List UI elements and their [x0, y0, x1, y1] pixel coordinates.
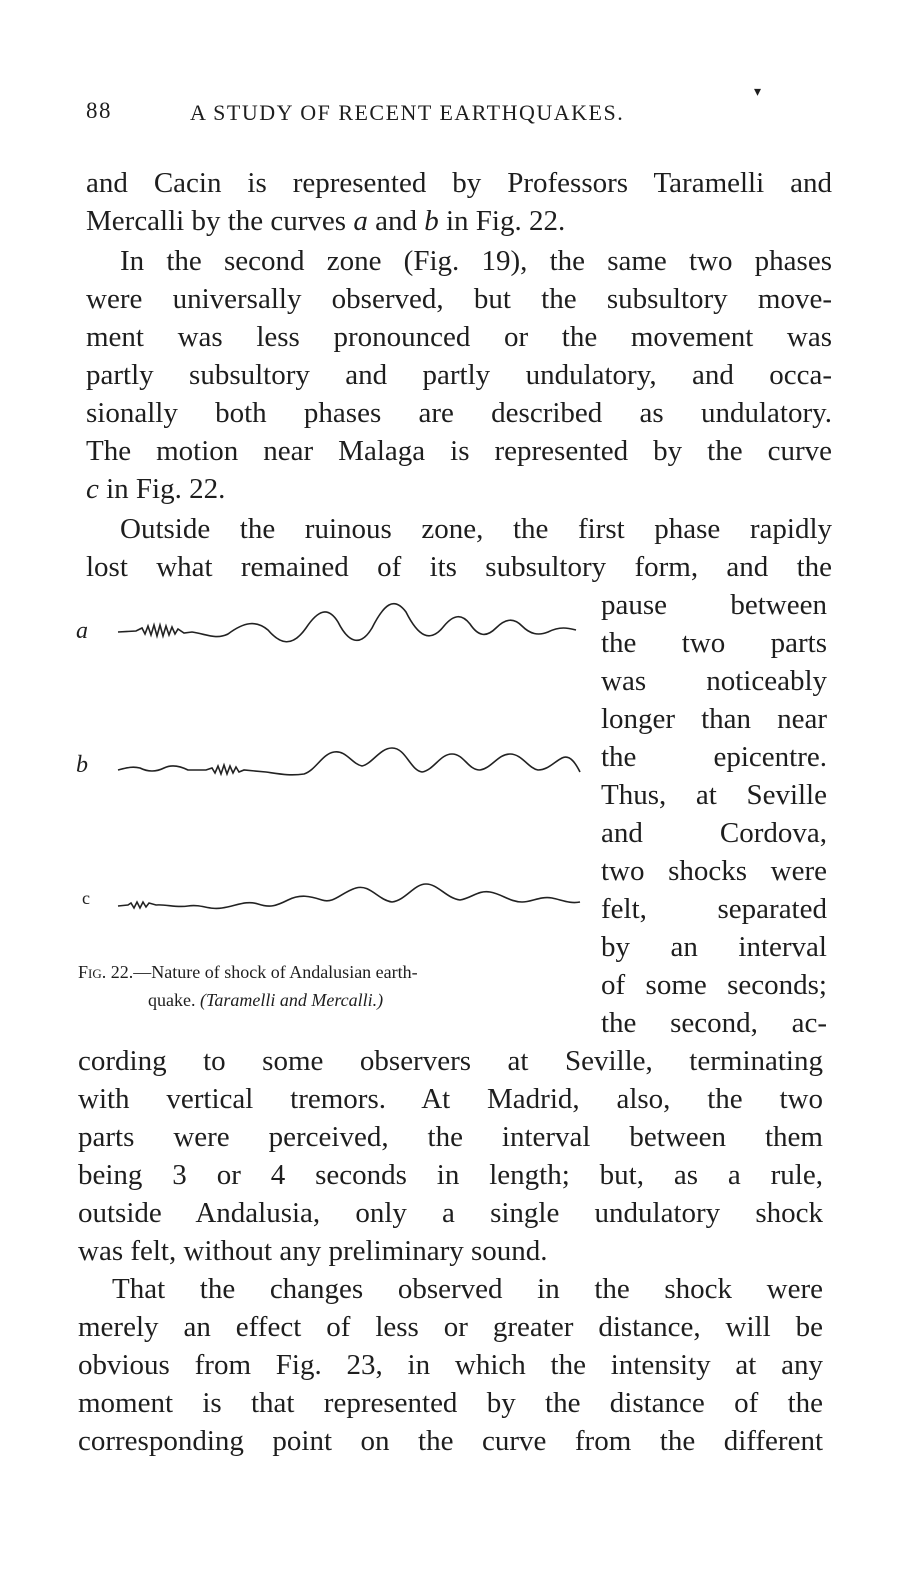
text-line: outside Andalusia, only a single undulatory shock [78, 1197, 823, 1229]
text-line: sionally both phases are described as undulatory. [86, 397, 832, 429]
seismic-curves [66, 582, 586, 942]
curve-label-c: c [82, 888, 90, 908]
text-line: with vertical tremors. At Madrid, also, the two [78, 1083, 823, 1115]
curve-a [118, 604, 576, 642]
text-line: and Cacin is represented by Professors Taramelli and [86, 167, 832, 199]
text-line: The motion near Malaga is represented by the curve [86, 435, 832, 467]
running-header [86, 85, 766, 138]
caption-credit: (Taramelli and Mercalli.) [199, 990, 384, 1010]
side-text-line: was noticeably [601, 665, 827, 697]
page-number: 88 [86, 98, 112, 123]
caption-line-2 [78, 986, 598, 1014]
text-line: being 3 or 4 seconds in length; but, as a rule, [78, 1159, 823, 1191]
running-title: A STUDY OF RECENT EARTHQUAKES. [190, 100, 625, 125]
text-line: In the second zone (Fig. 19), the same two phases [120, 245, 832, 277]
text-line [86, 202, 832, 240]
side-text-line: and Cordova, [601, 817, 827, 849]
side-text-line: pause between [601, 589, 827, 621]
text-line: merely an effect of less or greater distance, will be [78, 1311, 823, 1343]
side-text-line: felt, separated [601, 893, 827, 925]
curve-ref: a [353, 205, 368, 237]
figure-caption [78, 958, 598, 1014]
side-text-line: the two parts [601, 627, 827, 659]
text-line: ment was less pronounced or the movement was [86, 321, 832, 353]
curve-ref: b [424, 205, 439, 237]
caption-text: —Nature of shock of Andalusian earth- [133, 962, 418, 982]
text-span: Mercalli by the curves [86, 205, 347, 237]
side-text-line: the epicentre. [601, 741, 827, 773]
figure-22 [66, 582, 586, 1022]
text-span: in Fig. 22. [445, 205, 566, 237]
text-line: partly subsultory and partly undulatory, and occa- [86, 359, 832, 391]
side-text-line: the second, ac- [601, 1007, 827, 1039]
side-text-line: of some seconds; [601, 969, 827, 1001]
caption-text: quake. [148, 990, 196, 1010]
text-line: moment is that represented by the distance of the [78, 1387, 823, 1419]
text-line: corresponding point on the curve from the different [78, 1425, 823, 1457]
curve-c [118, 884, 580, 908]
side-text-line: two shocks were [601, 855, 827, 887]
text-line: were universally observed, but the subsultory move- [86, 283, 832, 315]
curve-label-b: b [76, 752, 88, 778]
caption-fig-number: Fig. 22. [78, 962, 134, 982]
side-text-line: Thus, at Seville [601, 779, 827, 811]
curve-label-a: a [76, 618, 88, 644]
curve-ref: c [86, 473, 99, 505]
text-line: was felt, without any preliminary sound. [78, 1235, 548, 1267]
text-span: in Fig. 22. [106, 473, 226, 505]
text-line: lost what remained of its subsultory form, and the [86, 551, 832, 583]
text-line [86, 470, 832, 508]
text-line: Outside the ruinous zone, the first phase rapidly [120, 513, 832, 545]
print-speck: ▾ [754, 85, 763, 100]
text-line: cording to some observers at Seville, terminating [78, 1045, 823, 1077]
text-line: parts were perceived, the interval between them [78, 1121, 823, 1153]
text-line: That the changes observed in the shock were [112, 1273, 823, 1305]
side-text-line: longer than near [601, 703, 827, 735]
text-span: and [375, 205, 417, 237]
curve-b [118, 748, 580, 775]
text-line: obvious from Fig. 23, in which the intensity at any [78, 1349, 823, 1381]
side-text-line: by an interval [601, 931, 827, 963]
